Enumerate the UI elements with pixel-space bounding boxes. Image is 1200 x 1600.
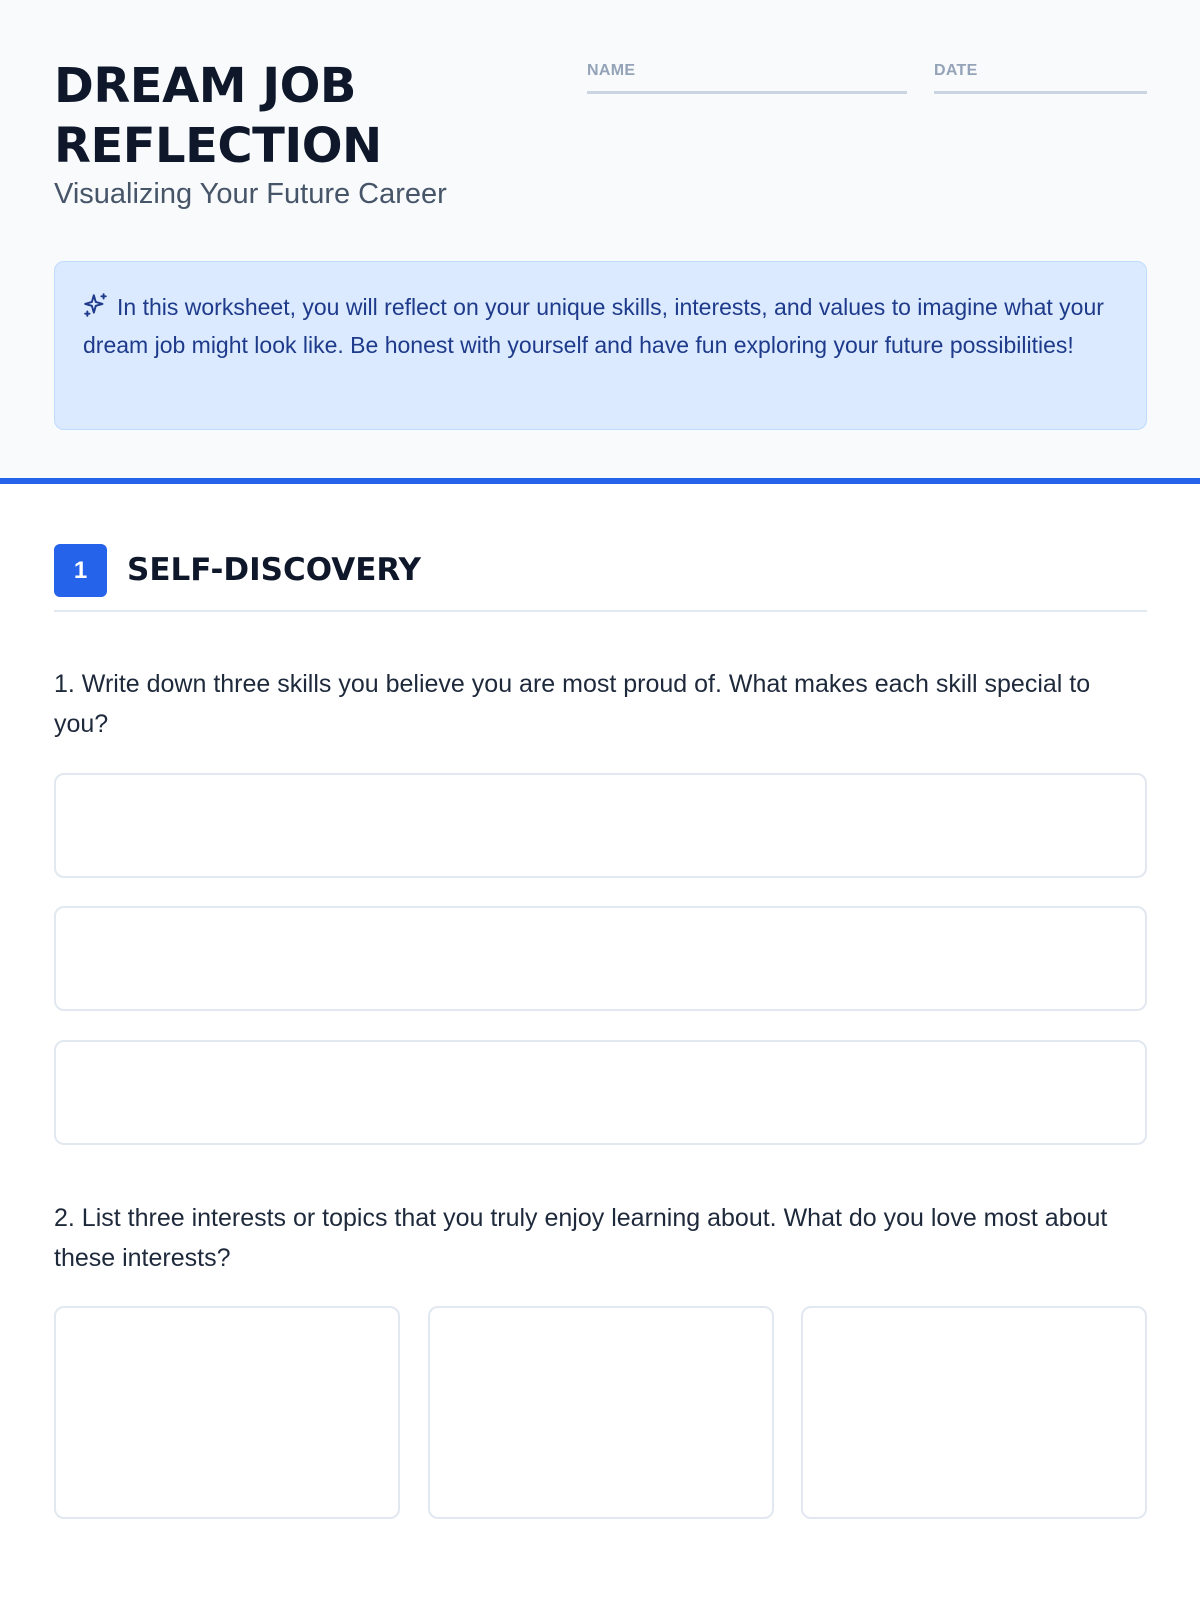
section-number-badge: 1: [54, 544, 107, 597]
name-field[interactable]: [587, 62, 907, 94]
question-2-answer-3[interactable]: [801, 1306, 1147, 1519]
question-2-answer-1[interactable]: [54, 1306, 400, 1519]
date-label: DATE: [934, 62, 978, 79]
section-title: SELF-DISCOVERY: [127, 552, 422, 588]
title-line-2: REFLECTION: [54, 118, 382, 174]
intro-callout: [54, 261, 1147, 430]
question-2-answer-2[interactable]: [428, 1306, 774, 1519]
sparkles-icon: [83, 292, 109, 318]
question-1-answer-3[interactable]: [54, 1040, 1147, 1145]
page-title: [54, 56, 514, 176]
title-line-1: DREAM JOB: [54, 58, 356, 114]
question-1-answer-2[interactable]: [54, 906, 1147, 1011]
question-2: 2. List three interests or topics that you truly enjoy learning about. What do you love most about these interests?: [54, 1204, 1108, 1272]
question-1: 1. Write down three skills you believe you are most proud of. What makes each skill special to you?: [54, 670, 1091, 738]
intro-text: In this worksheet, you will reflect on your unique skills, interests, and values to imagine what your dream job might look like. Be honest with yourself and have fun exploring your future possibilities!: [83, 294, 1104, 358]
question-1-answer-1[interactable]: [54, 773, 1147, 878]
date-field[interactable]: [934, 62, 1147, 94]
section-header-self-discovery: [54, 544, 1147, 612]
worksheet-header: [0, 0, 1200, 484]
name-label: NAME: [587, 62, 636, 79]
page-subtitle: Visualizing Your Future Career: [54, 178, 447, 210]
